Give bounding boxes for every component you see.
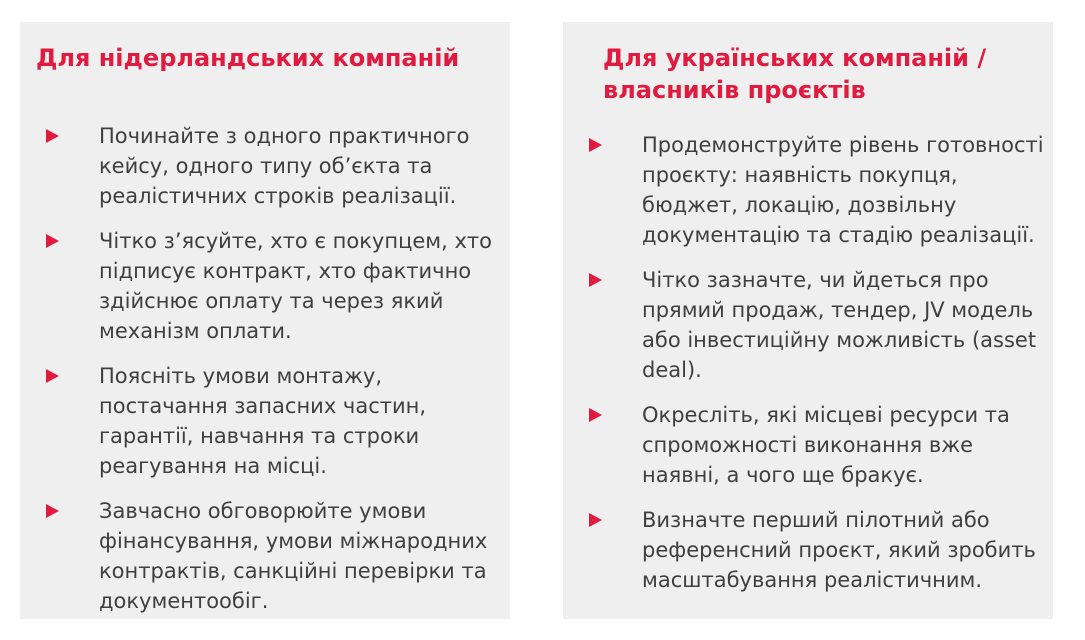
list-item-text: Починайте з одного практичного кейсу, одного типу об’єкта та реалістичних строків реалізації. bbox=[99, 124, 470, 208]
triangle-bullet-icon bbox=[589, 513, 602, 527]
list-item-text: Чітко зазначте, чи йдеться про прямий продаж, тендер, JV модель або інвестиційну можливість (asset deal). bbox=[642, 268, 1037, 382]
list-item-text: Визначте перший пілотний або референсний проєкт, який зробить масштабування реалістичним. bbox=[642, 508, 1036, 592]
list-item-text: Завчасно обговорюйте умови фінансування, умови міжнародних контрактів, санкційні перевірки та документообіг. bbox=[99, 499, 488, 613]
list-item bbox=[603, 400, 1053, 490]
triangle-bullet-icon bbox=[589, 408, 602, 422]
ukrainian-companies-list bbox=[603, 130, 1053, 595]
list-item-text: Окресліть, які місцеві ресурси та спроможності виконання вже наявні, а чого ще бракує. bbox=[642, 403, 1010, 487]
triangle-bullet-icon bbox=[46, 369, 59, 383]
triangle-bullet-icon bbox=[46, 504, 59, 518]
list-item bbox=[603, 130, 1053, 250]
ukrainian-companies-panel bbox=[563, 22, 1053, 619]
list-item bbox=[603, 265, 1053, 385]
dutch-companies-title: Для нідерландських компаній bbox=[36, 44, 460, 72]
ukrainian-companies-title: Для українських компаній / власників проєктів bbox=[603, 44, 987, 104]
list-item bbox=[36, 361, 510, 481]
list-item bbox=[36, 121, 510, 211]
list-item-text: Продемонструйте рівень готовності проєкту: наявність покупця, бюджет, локацію, дозвільну документацію та стадію реалізації. bbox=[642, 133, 1044, 247]
list-item bbox=[36, 226, 510, 346]
triangle-bullet-icon bbox=[46, 129, 59, 143]
dutch-companies-panel bbox=[20, 22, 510, 619]
triangle-bullet-icon bbox=[589, 273, 602, 287]
triangle-bullet-icon bbox=[46, 234, 59, 248]
triangle-bullet-icon bbox=[589, 138, 602, 152]
dutch-companies-list bbox=[36, 121, 510, 616]
list-item-text: Чітко з’ясуйте, хто є покупцем, хто підписує контракт, хто фактично здійснює оплату та через який механізм оплати. bbox=[99, 229, 492, 343]
list-item-text: Поясніть умови монтажу, постачання запасних частин, гарантії, навчання та строки реагування на місці. bbox=[99, 364, 427, 478]
list-item bbox=[603, 505, 1053, 595]
list-item bbox=[36, 496, 510, 616]
